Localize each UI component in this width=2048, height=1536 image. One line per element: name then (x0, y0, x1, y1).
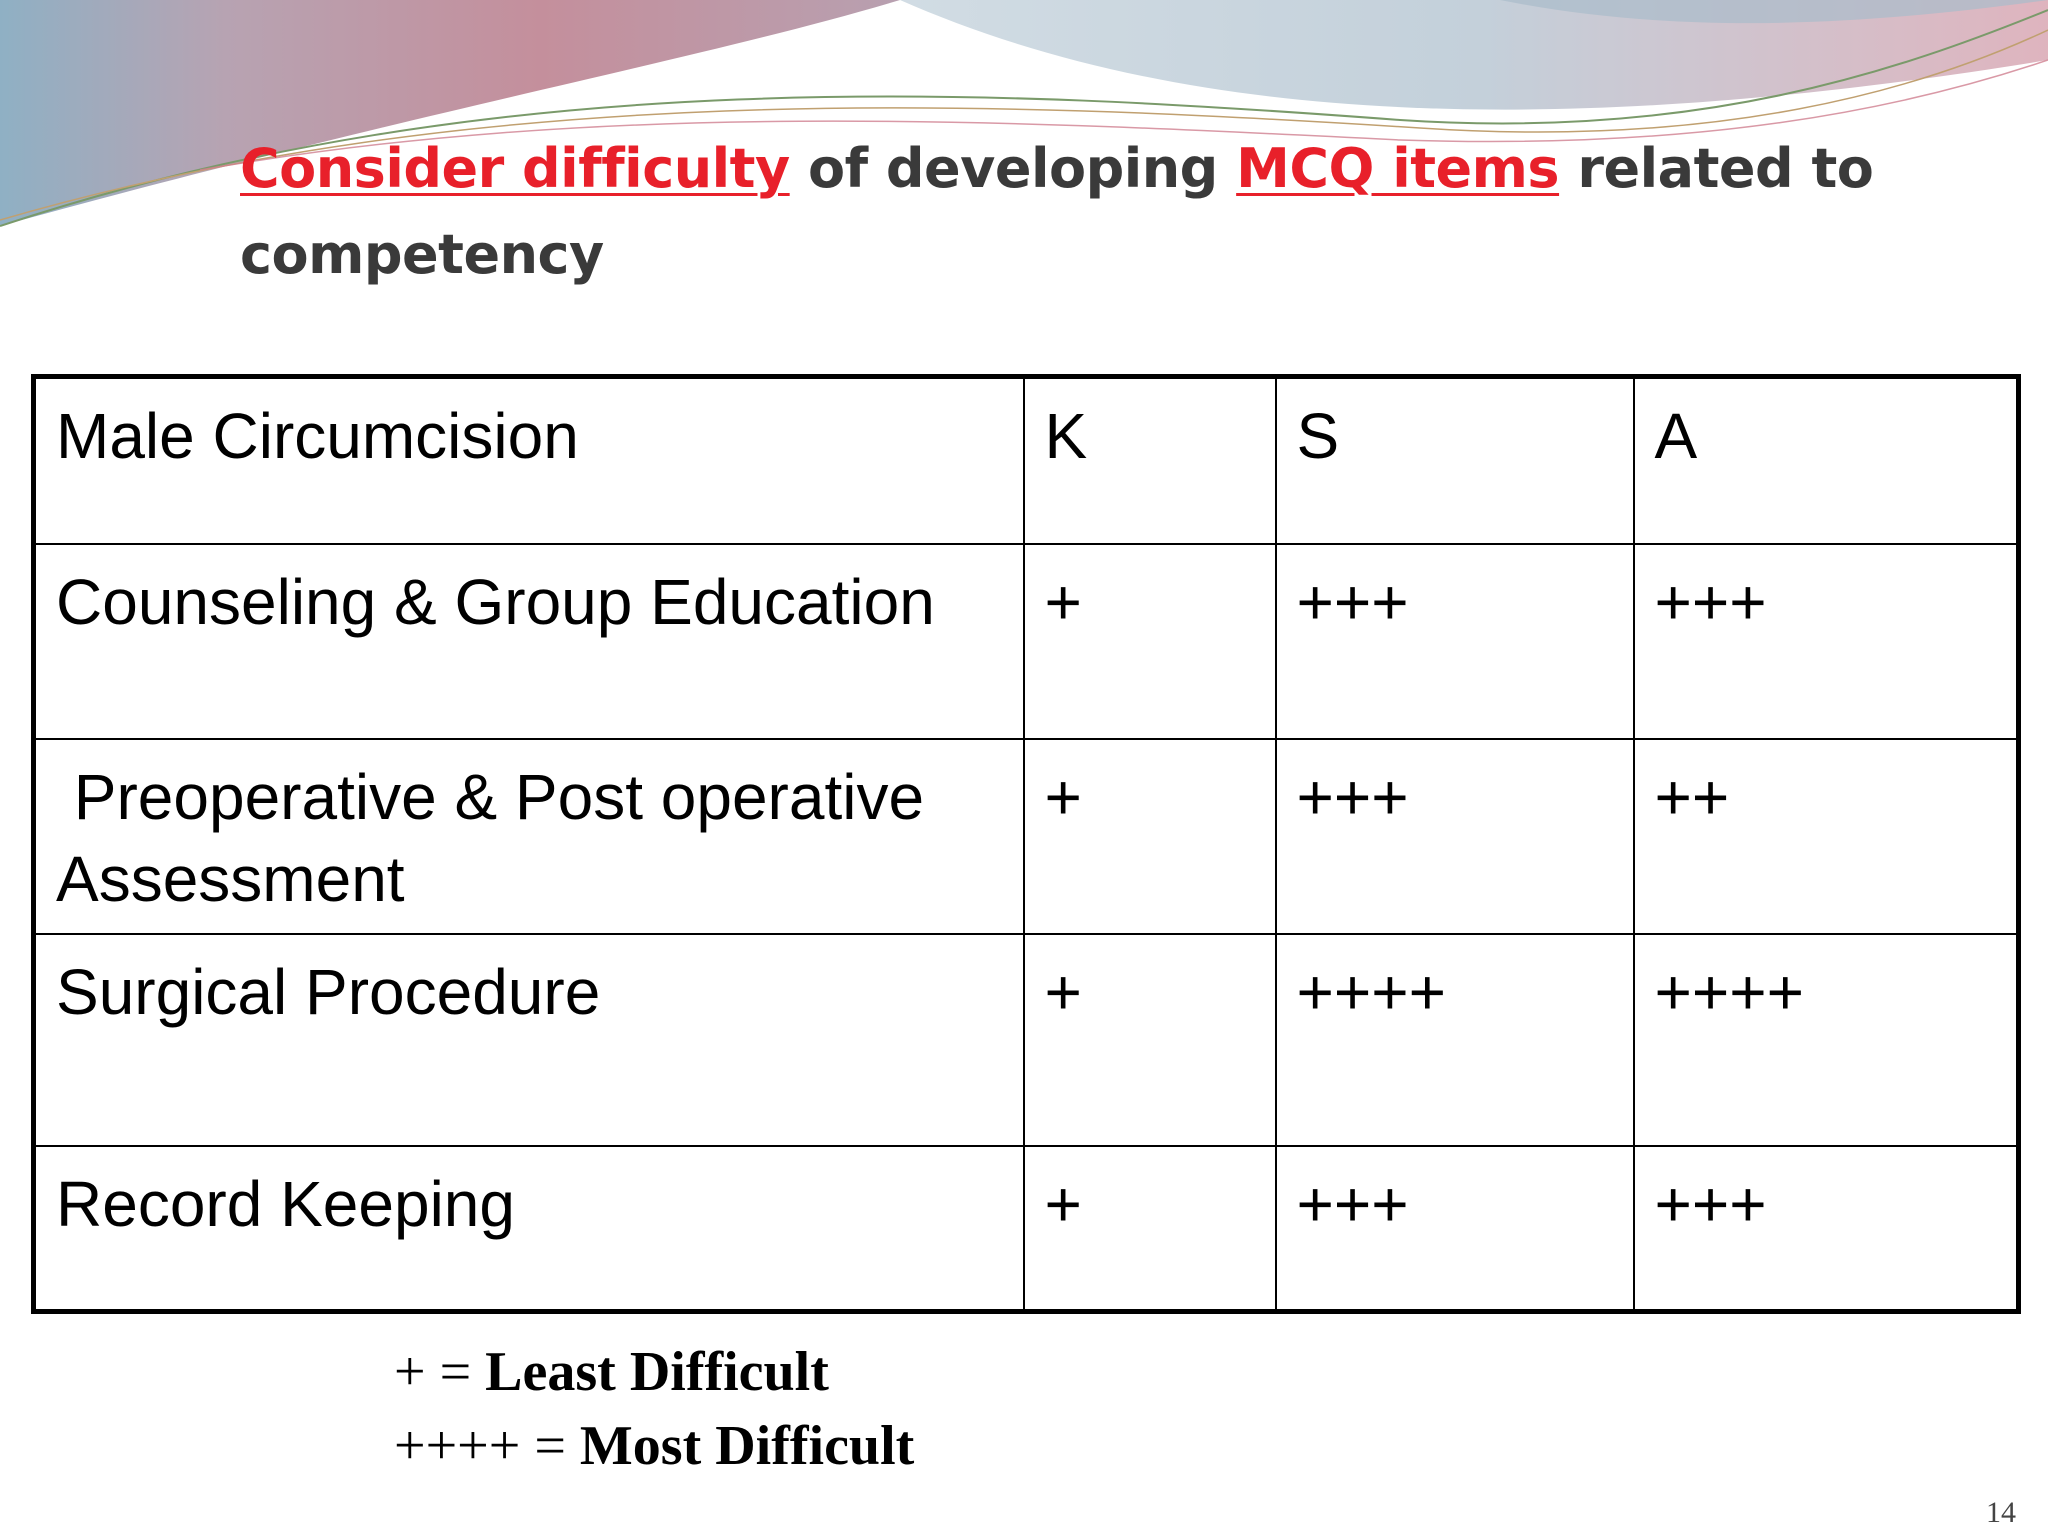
rating-s: ++++ (1276, 934, 1634, 1146)
rating-a: +++ (1634, 544, 2019, 739)
slide-title (240, 126, 1960, 298)
title-highlight-mcq-items: MCQ items (1236, 137, 1560, 200)
header-cell-competency: Male Circumcision (34, 377, 1024, 544)
rating-k: + (1024, 934, 1276, 1146)
rating-a: ++++ (1634, 934, 2019, 1146)
title-text-competency: related to competency (240, 137, 1874, 286)
rating-a: ++ (1634, 739, 2019, 934)
header-cell-k: K (1024, 377, 1276, 544)
row-label: Counseling & Group Education (34, 544, 1024, 739)
rating-k: + (1024, 1146, 1276, 1312)
legend-meaning: Most Difficult (579, 1415, 915, 1477)
legend-item-least (394, 1335, 914, 1409)
rating-s: +++ (1276, 1146, 1634, 1312)
header-cell-a: A (1634, 377, 2019, 544)
legend-symbol: + = (394, 1341, 486, 1403)
title-text-developing: of developing (789, 137, 1237, 200)
table-row (34, 544, 2019, 739)
row-label: Surgical Procedure (34, 934, 1024, 1146)
table-row (34, 934, 2019, 1146)
legend-item-most (394, 1409, 914, 1483)
table-row (34, 739, 2019, 934)
row-label: Record Keeping (34, 1146, 1024, 1312)
table-header-row (34, 377, 2019, 544)
table-row (34, 1146, 2019, 1312)
page-number: 14 (1986, 1496, 2016, 1529)
row-label: Preoperative & Post operative Assessment (34, 739, 1024, 934)
rating-s: +++ (1276, 544, 1634, 739)
rating-s: +++ (1276, 739, 1634, 934)
rating-a: +++ (1634, 1146, 2019, 1312)
rating-k: + (1024, 739, 1276, 934)
title-highlight-difficulty: Consider difficulty (240, 137, 790, 200)
legend-meaning: Least Difficult (485, 1341, 829, 1403)
ksa-difficulty-table (31, 374, 2021, 1314)
header-cell-s: S (1276, 377, 1634, 544)
legend-symbol: ++++ = (394, 1415, 580, 1477)
difficulty-legend (394, 1335, 914, 1483)
rating-k: + (1024, 544, 1276, 739)
